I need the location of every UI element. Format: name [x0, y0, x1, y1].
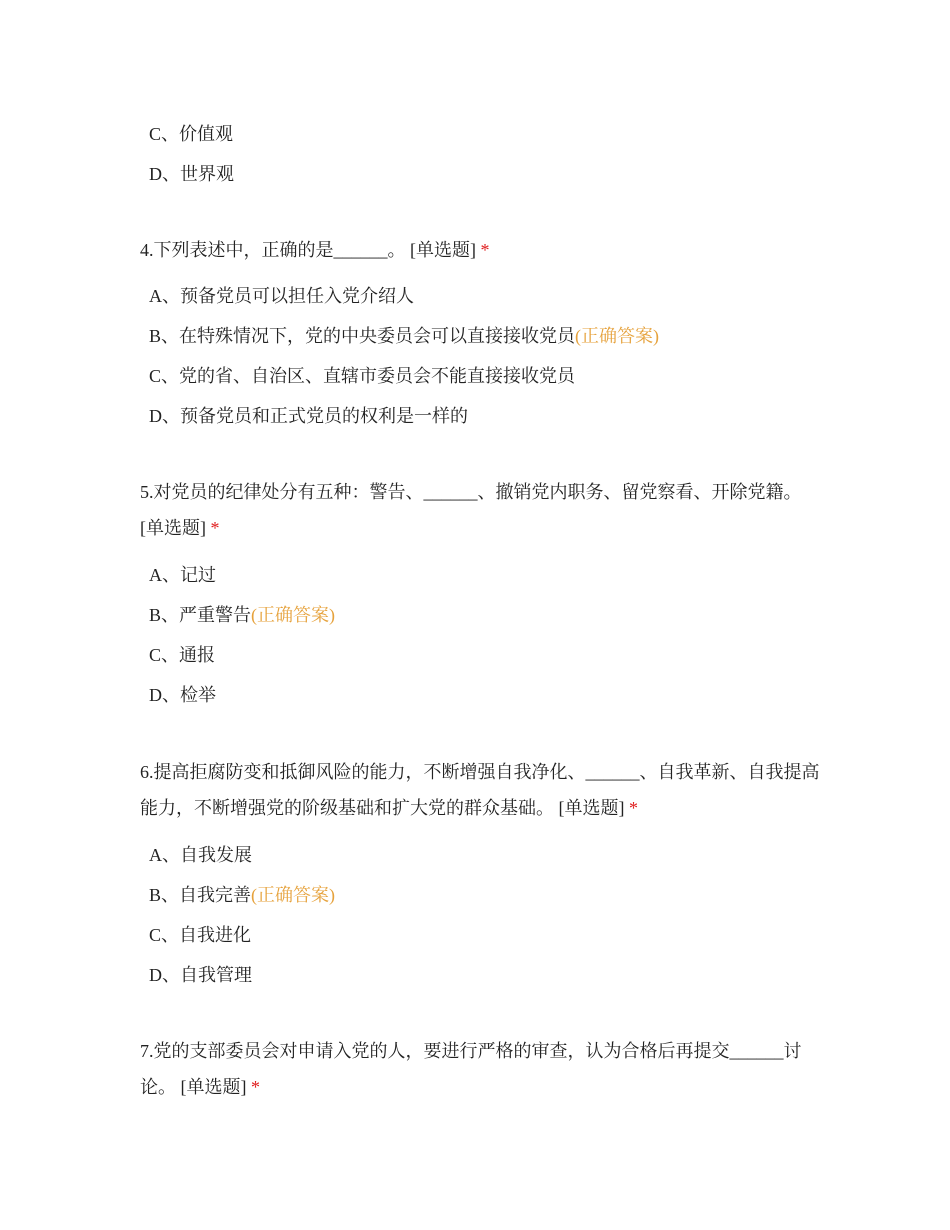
- q3-option-d: [149, 162, 234, 186]
- question-type-tag: [单选题]: [180, 1077, 247, 1097]
- question-type-tag: [单选题]: [410, 240, 476, 260]
- q5-option-a: [149, 563, 216, 587]
- option-label: B、严重警告: [149, 605, 252, 625]
- question-text: 6.提高拒腐防变和抵御风险的能力，不断增强自我净化、______、自我革新、自我提高能力，不断增强党的阶级基础和扩大党的群众基础。: [140, 762, 820, 818]
- q6-option-b: [149, 883, 335, 907]
- q6-option-c: [149, 923, 251, 947]
- q4-option-b: [149, 324, 659, 348]
- question-text: 4.下列表述中，正确的是______。: [140, 240, 406, 260]
- q4-option-d: [149, 404, 468, 428]
- question-6-title: [140, 754, 820, 826]
- correct-answer-marker: (正确答案): [251, 605, 336, 625]
- question-7-title: [140, 1033, 820, 1105]
- q4-option-a: [149, 284, 414, 308]
- question-type-tag: [单选题]: [558, 798, 625, 818]
- q5-option-d: [149, 683, 216, 707]
- required-mark: *: [210, 518, 220, 538]
- question-text: 7.党的支部委员会对申请入党的人，要进行严格的审查，认为合格后再提交______讨论。: [140, 1041, 802, 1097]
- q5-option-b: [149, 603, 335, 627]
- question-text: 5.对党员的纪律处分有五种：警告、______、撤销党内职务、留党察看、开除党籍。: [140, 482, 802, 502]
- option-label: A、自我发展: [149, 845, 252, 865]
- option-label: C、通报: [149, 645, 216, 665]
- q3-option-c: [149, 122, 233, 146]
- option-label: C、价值观: [149, 124, 234, 144]
- question-4-title: [140, 232, 820, 268]
- q6-option-a: [149, 843, 252, 867]
- q4-option-c: [149, 364, 575, 388]
- option-label: D、自我管理: [149, 965, 252, 985]
- required-mark: *: [629, 798, 638, 818]
- option-label: A、记过: [149, 565, 216, 585]
- option-label: B、在特殊情况下，党的中央委员会可以直接接收党员: [149, 326, 576, 346]
- q5-option-c: [149, 643, 215, 667]
- option-label: C、党的省、自治区、直辖市委员会不能直接接收党员: [149, 366, 576, 386]
- required-mark: *: [251, 1077, 260, 1097]
- correct-answer-marker: (正确答案): [251, 885, 336, 905]
- question-type-tag: [单选题]: [140, 518, 206, 538]
- option-label: D、世界观: [149, 164, 234, 184]
- required-mark: *: [480, 240, 490, 260]
- question-5-title: [140, 474, 820, 546]
- option-label: C、自我进化: [149, 925, 252, 945]
- option-label: A、预备党员可以担任入党介绍人: [149, 286, 414, 306]
- q6-option-d: [149, 963, 252, 987]
- option-label: B、自我完善: [149, 885, 252, 905]
- option-label: D、检举: [149, 685, 216, 705]
- option-label: D、预备党员和正式党员的权利是一样的: [149, 406, 468, 426]
- correct-answer-marker: (正确答案): [575, 326, 660, 346]
